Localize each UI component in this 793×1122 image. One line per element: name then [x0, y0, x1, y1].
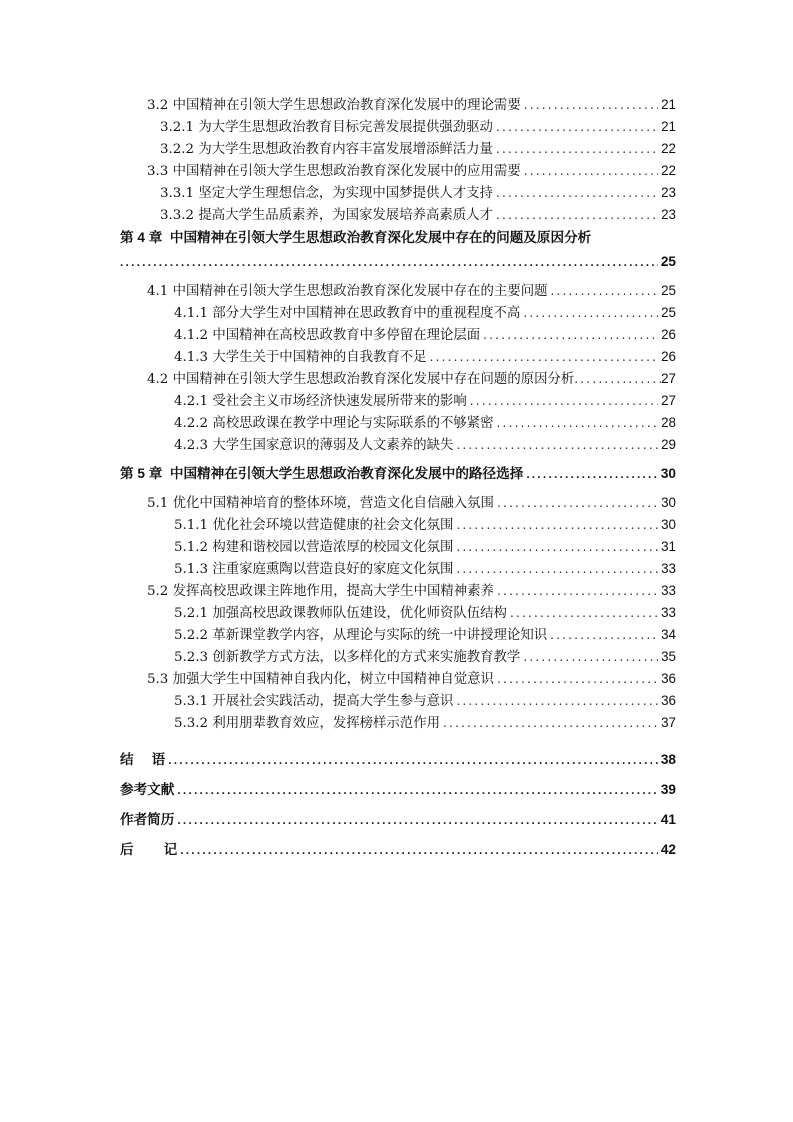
toc-entry-5-2[interactable]	[120, 580, 676, 602]
toc-leader	[523, 646, 658, 668]
toc-chapter-5[interactable]	[120, 462, 676, 486]
toc-page: 33	[661, 561, 676, 576]
toc-page: 38	[660, 752, 676, 767]
toc-number: 4.2.2	[174, 416, 209, 431]
toc-leader	[496, 138, 658, 160]
toc-number: 5.2.2	[174, 628, 209, 643]
toc-page: 30	[661, 495, 676, 510]
toc-title: 发挥高校思政课主阵地作用，提高大学生中国精神素养	[172, 584, 494, 599]
toc-entry-5-3-2[interactable]	[120, 712, 676, 734]
toc-entry-3-2-1[interactable]	[120, 116, 676, 138]
toc-references[interactable]	[120, 778, 676, 802]
toc-leader	[550, 624, 658, 646]
toc-entry-4-1-2[interactable]	[120, 324, 676, 346]
toc-title: 为大学生思想政治教育内容丰富发展增添鲜活力量	[198, 142, 493, 157]
toc-entry-4-2-1[interactable]	[120, 390, 676, 412]
toc-title: 坚定大学生理想信念，为实现中国梦提供人才支持	[198, 186, 493, 201]
toc-leader	[510, 602, 658, 624]
toc-number: 5.1.3	[174, 562, 209, 577]
toc-entry-4-2-3[interactable]	[120, 434, 676, 456]
toc-title: 中国精神在引领大学生思想政治教育深化发展中存在问题的原因分析	[172, 372, 575, 387]
toc-title: 中国精神在高校思政教育中多停留在理论层面	[212, 328, 481, 343]
toc-leader	[483, 324, 658, 346]
toc-page: 31	[661, 539, 676, 554]
toc-entry-3-3-1[interactable]	[120, 182, 676, 204]
toc-number: 5.2.1	[174, 606, 209, 621]
toc-leader	[168, 748, 658, 772]
toc-number: 3.3.1	[160, 186, 195, 201]
toc-page: 30	[661, 517, 676, 532]
toc-entry-5-2-2[interactable]	[120, 624, 676, 646]
toc-leader	[524, 160, 658, 182]
toc-number: 5.2	[147, 584, 169, 599]
toc-afterword[interactable]	[120, 838, 676, 862]
toc-leader	[177, 778, 658, 802]
toc-leader	[456, 434, 658, 456]
toc-number: 5.3.2	[174, 716, 209, 731]
toc-page: 34	[661, 627, 676, 642]
toc-leader	[470, 390, 658, 412]
toc-number: 4.1.1	[174, 306, 209, 321]
toc-conclusion[interactable]	[120, 748, 676, 772]
toc-chapter-title: 中国精神在引领大学生思想政治教育深化发展中的路径选择	[169, 466, 524, 481]
toc-number: 4.1.3	[174, 350, 209, 365]
toc-page: 30	[660, 466, 676, 481]
toc-number: 4.2.3	[174, 438, 209, 453]
toc-entry-4-1-1[interactable]	[120, 302, 676, 324]
toc-entry-4-1[interactable]	[120, 280, 676, 302]
toc-author-bio[interactable]	[120, 808, 676, 832]
toc-leader	[526, 462, 658, 486]
toc-entry-5-2-1[interactable]	[120, 602, 676, 624]
toc-title: 中国精神在引领大学生思想政治教育深化发展中的理论需要	[172, 98, 521, 113]
toc-chapter-4[interactable]	[120, 226, 676, 250]
toc-title: 作者简历	[120, 812, 175, 827]
toc-number: 4.2.1	[174, 394, 209, 409]
toc-number: 3.3.2	[160, 208, 195, 223]
toc-chapter-number: 第 4 章	[120, 230, 163, 245]
toc-page: 36	[661, 671, 676, 686]
toc-leader	[497, 412, 659, 434]
toc-entry-5-3[interactable]	[120, 668, 676, 690]
toc-entry-3-3-2[interactable]	[120, 204, 676, 226]
toc-leader	[456, 514, 658, 536]
toc-leader	[456, 558, 658, 580]
toc-page: 27	[661, 393, 676, 408]
toc-leader	[496, 182, 658, 204]
toc-number: 4.1	[147, 284, 169, 299]
toc-title-char: 后	[120, 842, 134, 857]
toc-leader	[180, 838, 658, 862]
toc-page: 33	[661, 583, 676, 598]
toc-number: 5.2.3	[174, 650, 209, 665]
toc-entry-5-1[interactable]	[120, 492, 676, 514]
toc-leader	[497, 580, 658, 602]
toc-page: 26	[661, 327, 676, 342]
toc-page: 41	[660, 812, 676, 827]
toc-chapter-number: 第 5 章	[120, 466, 163, 481]
toc-page: 22	[661, 141, 676, 156]
toc-leader	[120, 250, 658, 274]
toc-title: 参考文献	[120, 782, 175, 797]
toc-chapter-4-leader-line	[120, 250, 676, 274]
toc-entry-5-3-1[interactable]	[120, 690, 676, 712]
toc-title-char: 结	[120, 752, 134, 767]
toc-leader	[177, 808, 658, 832]
toc-page: 21	[661, 119, 676, 134]
toc-leader	[443, 712, 658, 734]
toc-page: 23	[661, 207, 676, 222]
toc-entry-5-1-2[interactable]	[120, 536, 676, 558]
toc-page: 22	[661, 163, 676, 178]
toc-chapter-title: 中国精神在引领大学生思想政治教育深化发展中存在的问题及原因分析	[169, 230, 592, 245]
toc-title: 中国精神在引领大学生思想政治教育深化发展中的应用需要	[172, 164, 521, 179]
toc-page: 39	[660, 782, 676, 797]
toc-entry-4-2[interactable]	[120, 368, 676, 390]
toc-leader	[496, 116, 658, 138]
toc-title: 部分大学生对中国精神在思政教育中的重视程度不高	[212, 306, 521, 321]
toc-title: 利用朋辈教育效应，发挥榜样示范作用	[212, 716, 440, 731]
toc-title-char: 记	[163, 842, 178, 857]
toc-number: 5.1	[147, 496, 169, 511]
toc-leader	[524, 94, 658, 116]
toc-page: 37	[661, 715, 676, 730]
toc-entry-4-1-3[interactable]	[120, 346, 676, 368]
toc-page: 27	[661, 371, 676, 386]
toc-leader	[496, 204, 658, 226]
toc-number: 5.1.2	[174, 540, 209, 555]
toc-number: 5.3.1	[174, 694, 209, 709]
toc-entry-4-2-2[interactable]	[120, 412, 676, 434]
toc-leader	[551, 280, 659, 302]
toc-entry-3-3[interactable]	[120, 160, 676, 182]
toc-title: 高校思政课在教学中理论与实际联系的不够紧密	[212, 416, 494, 431]
toc-number: 5.1.1	[174, 518, 209, 533]
table-of-contents	[120, 94, 676, 862]
toc-title: 优化社会环境以营造健康的社会文化氛围	[212, 518, 454, 533]
toc-page: 23	[661, 185, 676, 200]
toc-page: 25	[661, 283, 676, 298]
toc-title: 大学生关于中国精神的自我教育不足	[212, 350, 427, 365]
toc-title: 创新教学方式方法，以多样化的方式来实施教育教学	[212, 650, 521, 665]
toc-title: 加强大学生中国精神自我内化，树立中国精神自觉意识	[172, 672, 494, 687]
toc-title: 提高大学生品质素养，为国家发展培养高素质人才	[198, 208, 493, 223]
toc-page: 21	[661, 97, 676, 112]
toc-leader	[456, 536, 658, 558]
toc-title: 为大学生思想政治教育目标完善发展提供强劲驱动	[198, 120, 493, 135]
toc-leader	[430, 346, 659, 368]
toc-page: 25	[661, 305, 676, 320]
toc-page: 42	[660, 842, 676, 857]
toc-page: 35	[661, 649, 676, 664]
toc-page: 26	[661, 349, 676, 364]
toc-leader	[574, 368, 661, 390]
toc-number: 5.3	[147, 672, 169, 687]
toc-title: 开展社会实践活动，提高大学生参与意识	[212, 694, 454, 709]
toc-entry-3-2-2[interactable]	[120, 138, 676, 160]
toc-number: 3.2.2	[160, 142, 195, 157]
toc-title: 中国精神在引领大学生思想政治教育深化发展中存在的主要问题	[172, 284, 548, 299]
toc-leader	[456, 690, 658, 712]
toc-number: 4.2	[147, 372, 169, 387]
toc-number: 3.2	[147, 98, 169, 113]
toc-entry-5-1-3[interactable]	[120, 558, 676, 580]
toc-title: 大学生国家意识的薄弱及人文素养的缺失	[212, 438, 454, 453]
toc-page: 28	[661, 415, 676, 430]
toc-entry-5-2-3[interactable]	[120, 646, 676, 668]
toc-page: 33	[661, 605, 676, 620]
toc-leader	[497, 668, 658, 690]
toc-leader	[523, 302, 658, 324]
toc-number: 3.2.1	[160, 120, 195, 135]
toc-title: 构建和谐校园以营造浓厚的校园文化氛围	[212, 540, 454, 555]
toc-entry-3-2[interactable]	[120, 94, 676, 116]
toc-title: 受社会主义市场经济快速发展所带来的影响	[212, 394, 467, 409]
toc-number: 4.1.2	[174, 328, 209, 343]
toc-title: 注重家庭熏陶以营造良好的家庭文化氛围	[212, 562, 454, 577]
toc-page: 29	[661, 437, 676, 452]
toc-leader	[497, 492, 658, 514]
toc-title: 优化中国精神培育的整体环境，营造文化自信融入氛围	[172, 496, 494, 511]
toc-entry-5-1-1[interactable]	[120, 514, 676, 536]
toc-title-char: 语	[151, 752, 166, 767]
toc-page: 36	[661, 693, 676, 708]
toc-title: 革新课堂教学内容，从理论与实际的统一中讲授理论知识	[212, 628, 548, 643]
toc-page: 25	[660, 254, 676, 269]
toc-number: 3.3	[147, 164, 169, 179]
toc-title: 加强高校思政课教师队伍建设，优化师资队伍结构	[212, 606, 507, 621]
